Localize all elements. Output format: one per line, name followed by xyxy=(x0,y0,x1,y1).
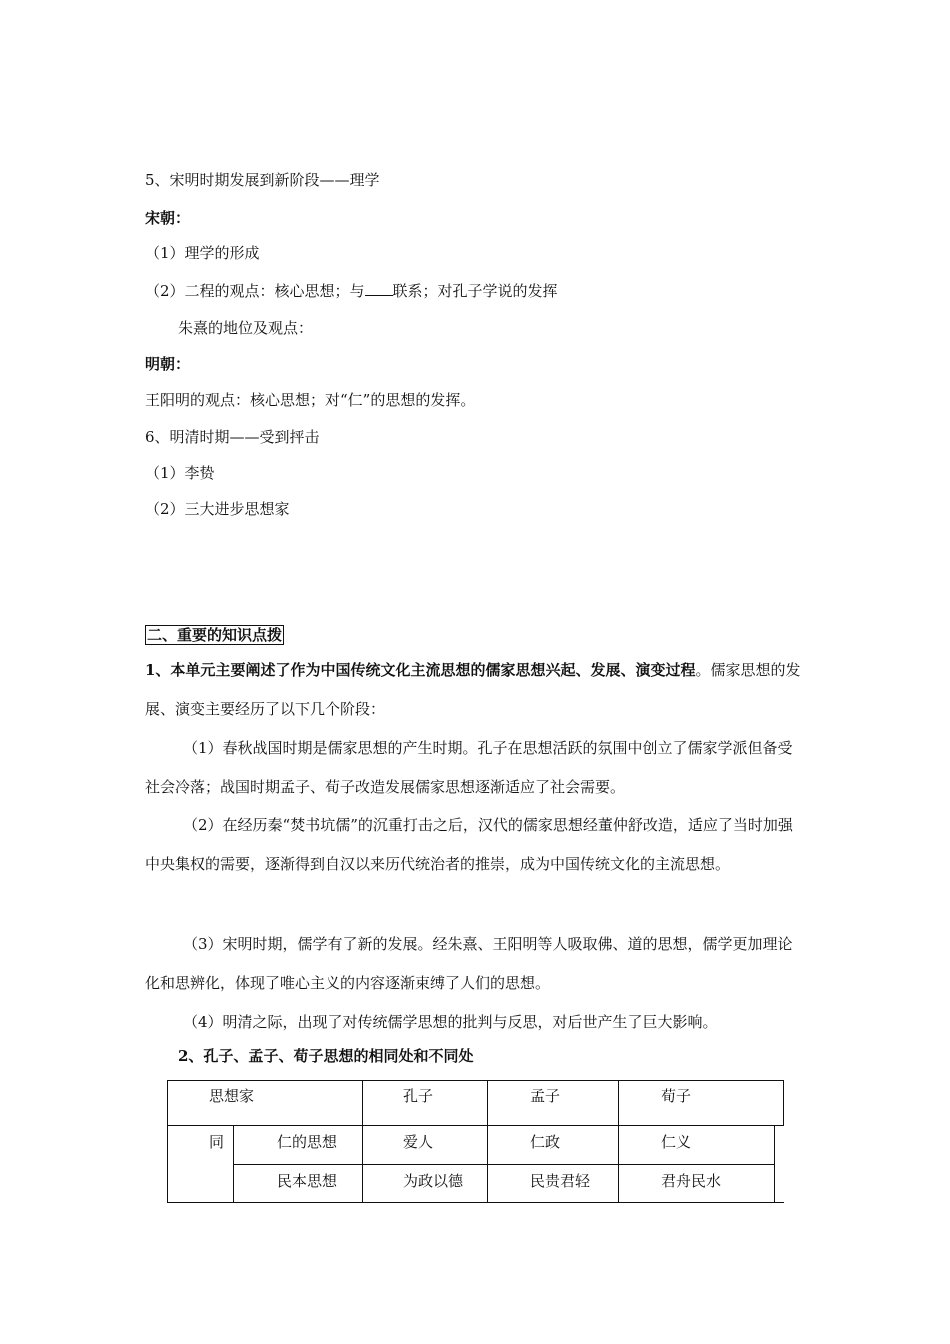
stage-3-paragraph: （3）宋明时期，儒学有了新的发展。经朱熹、王阳明等人吸取佛、道的思想，儒学更加理论化和思辨化，体现了唯心主义的内容逐渐束缚了人们的思想。 xyxy=(145,935,793,992)
header-xunzi: 荀子 xyxy=(661,1087,692,1105)
zhuxi-line: 朱熹的地位及观点： xyxy=(178,319,314,337)
header-mengzi: 孟子 xyxy=(530,1087,561,1105)
ming-dynasty-label: 明朝： xyxy=(145,355,191,373)
header-kongzi: 孔子 xyxy=(403,1087,434,1105)
table-col-divider-1 xyxy=(362,1080,363,1203)
header-thinker: 思想家 xyxy=(209,1087,255,1105)
row-ren-kongzi: 爱人 xyxy=(403,1133,434,1151)
wang-yangming-line: 王阳明的观点：核心思想；对“仁”的思想的发挥。 xyxy=(145,391,476,409)
row-minben-kongzi: 为政以德 xyxy=(403,1172,464,1190)
table-col-divider-3 xyxy=(618,1080,619,1203)
row-minben-xunzi: 君舟民水 xyxy=(661,1172,722,1190)
section5-heading: 5、宋明时期发展到新阶段——理学 xyxy=(145,171,380,189)
table-border-bottom xyxy=(167,1202,784,1203)
row-ren-mengzi: 仁政 xyxy=(530,1133,561,1151)
item-2-title: 2、孔子、孟子、荀子思想的相同处和不同处 xyxy=(178,1047,474,1065)
section6-heading: 6、明清时期——受到抨击 xyxy=(145,428,320,446)
row-minben-mengzi: 民贵君轻 xyxy=(530,1172,591,1190)
comparison-table xyxy=(167,1080,784,1203)
stage-4-paragraph: （4）明清之际，出现了对传统儒学思想的批判与反思，对后世产生了巨大影响。 xyxy=(183,1013,718,1031)
section6-item-1: （1）李贽 xyxy=(145,464,215,482)
group-label-same: 同 xyxy=(209,1133,225,1151)
row-minben-label: 民本思想 xyxy=(277,1172,338,1190)
stage-1-paragraph: （1）春秋战国时期是儒家思想的产生时期。孔子在思想活跃的氛围中创立了儒家学派但备受社会冷落；战国时期孟子、荀子改造发展儒家思想逐渐适应了社会需要。 xyxy=(145,739,793,796)
table-border-right-top xyxy=(783,1080,784,1126)
table-border-left xyxy=(167,1080,168,1203)
row-ren-label: 仁的思想 xyxy=(277,1133,338,1151)
table-border-header xyxy=(167,1125,784,1126)
song-item-2-part-a: （2）二程的观点：核心思想；与 xyxy=(145,282,365,300)
table-border-right xyxy=(774,1125,775,1203)
part2-paragraph-1 xyxy=(145,651,807,729)
table-border-row xyxy=(233,1164,775,1165)
row-ren-xunzi: 仁义 xyxy=(661,1133,692,1151)
stage-2-paragraph: （2）在经历秦“焚书坑儒”的沉重打击之后，汉代的儒家思想经董仲舒改造，适应了当时加强中央集权的需要，逐渐得到自汉以来历代统治者的推崇，成为中国传统文化的主流思想。 xyxy=(145,816,793,873)
paragraph-1-rest: 。儒家思想的发展、演变主要经历了以下几个阶段： xyxy=(145,661,801,718)
song-item-2 xyxy=(145,281,558,301)
song-item-1: （1）理学的形成 xyxy=(145,244,260,262)
song-item-2-part-b: 联系；对孔子学说的发挥 xyxy=(392,282,558,300)
part2-title-box: 二、重要的知识点拨 xyxy=(147,626,283,644)
table-col-divider-2 xyxy=(487,1080,488,1203)
table-group-divider xyxy=(233,1125,234,1203)
part2-title xyxy=(145,625,284,645)
song-dynasty-label: 宋朝： xyxy=(145,209,191,227)
table-border-top xyxy=(167,1080,784,1081)
paragraph-1-bold: 1、本单元主要阐述了作为中国传统文化主流思想的儒家思想兴起、发展、演变过程 xyxy=(145,661,696,679)
section6-item-2: （2）三大进步思想家 xyxy=(145,500,290,518)
fill-in-blank xyxy=(365,281,393,296)
